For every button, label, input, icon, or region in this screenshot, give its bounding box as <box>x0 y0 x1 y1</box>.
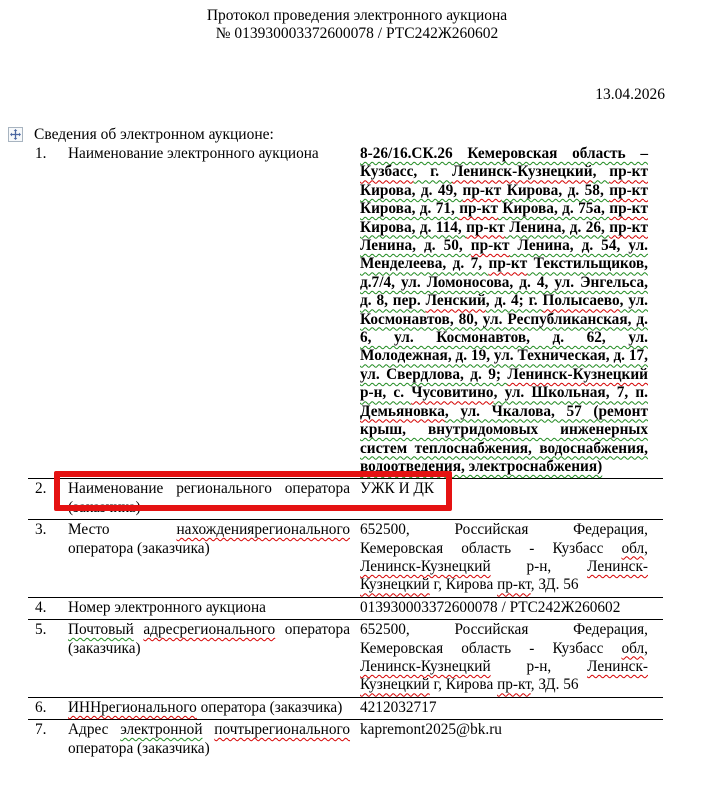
grammar-underlined-text: Ленина, д. 50, <box>360 237 471 255</box>
spell-underlined-text: пр-кт <box>466 218 505 236</box>
row-number: 5. <box>28 620 68 698</box>
text-segment: 652500, Российская Федерация, Кемеровская область - Кузбасс <box>360 621 648 657</box>
row-label <box>68 697 360 719</box>
text-segment: 4212032717 <box>360 698 437 716</box>
grammar-underlined-text: Кирова, д. 71, <box>360 200 460 218</box>
grammar-underlined-text: Кирова, д. 75а, <box>497 200 610 218</box>
text-segment: 013930003372600078 / РТС242Ж260602 <box>360 598 621 616</box>
grammar-underlined-text: Кирова, д. 58, <box>501 181 610 199</box>
spell-underlined-text: Ленинск-Кузнецкий <box>360 557 491 575</box>
spell-underlined-text: Полысаево <box>542 292 620 310</box>
text-segment: оператора (заказчика) <box>196 698 343 716</box>
spell-underlined-text: пр-кт <box>609 163 648 181</box>
table-row <box>28 144 663 479</box>
spell-underlined-text: пр-кт <box>488 255 528 273</box>
spell-underlined-text: пр-кт <box>497 576 531 594</box>
row-number: 3. <box>28 520 68 598</box>
text-segment: г, Кирова <box>429 576 498 594</box>
spell-underlined-text: пр-кт <box>497 676 531 694</box>
text-segment: Адрес <box>68 721 121 739</box>
row-label <box>68 720 360 760</box>
spell-underlined-text: пр-кт <box>459 200 498 218</box>
grammar-underlined-text: Кирова, д. 49, <box>360 181 463 199</box>
text-segment: 652500, Российская Федерация, Кемеровская область - Кузбасс <box>360 521 648 557</box>
grammar-underlined-text: , ул. Школьная, 7, п. <box>493 384 648 402</box>
spell-underlined-text: пр-кт <box>462 181 502 199</box>
table-row <box>28 479 663 520</box>
spell-underlined-text: пр-кт <box>470 237 510 255</box>
table-move-handle-icon[interactable] <box>8 127 23 142</box>
text-segment <box>203 721 215 738</box>
grammar-underlined-text: , ул. Космонавтов, 80, ул. Республиканская, д. 6, ул. Космонавтов, д. 62, ул. Молодежная, д. 19, ул. Техническая, д. 17, ул. Свердлова, д. 9; <box>360 292 648 383</box>
grammar-underlined-text: электронной <box>120 721 203 739</box>
text-segment: оператора (заказчика) <box>68 739 210 757</box>
spell-underlined-text: пр-кт <box>609 200 648 218</box>
spell-underlined-text: Ленинск-Кузнецкий <box>360 657 491 675</box>
spell-underlined-text: ИННрегионального <box>68 698 197 716</box>
grammar-underlined-text: Ленина, д. 54, ул. Менделеева, д. 7, <box>360 237 649 273</box>
row-value <box>360 520 663 598</box>
grammar-underlined-text: , ул. Чкалова, 57 (ремонт крыш, внутридомовых инженерных систем теплоснабжения, водоснабжения, водоотведения, электроснабжения) <box>360 402 648 475</box>
text-segment: kapremont2025@bk.ru <box>360 721 502 739</box>
row-value <box>360 697 663 719</box>
text-segment: р-н, <box>490 557 588 575</box>
spell-underlined-text: Чусовитино <box>411 384 494 402</box>
spell-underlined-text: Ленинск-Кузнецкий <box>451 163 593 181</box>
spell-underlined-text: пр-кт <box>609 218 648 236</box>
text-segment: оператора (заказчика) <box>68 539 210 557</box>
row-number: 4. <box>28 597 68 619</box>
table-row <box>28 697 663 719</box>
text-segment: , ЗД. 56 <box>530 576 579 594</box>
spell-underlined-text: Кузбасс <box>360 163 414 181</box>
text-segment: , <box>644 639 648 657</box>
spell-underlined-text: нахождениярегионального <box>176 521 350 539</box>
table-row <box>28 597 663 619</box>
text-segment: р-н, <box>490 657 588 675</box>
row-label <box>68 620 360 698</box>
spell-underlined-text: адресрегионального <box>143 621 276 639</box>
text-segment: УЖК И ДК <box>360 480 435 498</box>
row-number: 6. <box>28 697 68 719</box>
table-row <box>28 520 663 598</box>
text-segment: г, Кирова <box>429 676 498 694</box>
document-date: 13.04.2026 <box>595 86 665 103</box>
title-line-1: Протокол проведения электронного аукциона <box>206 7 508 24</box>
row-label <box>68 520 360 598</box>
text-segment: Наименование регионального оператора (заказчика) <box>68 480 350 516</box>
row-value <box>360 720 663 760</box>
row-value <box>360 597 663 619</box>
row-number: 7. <box>28 720 68 760</box>
spell-underlined-text: пр-кт <box>609 181 648 199</box>
text-segment: Наименование электронного аукциона <box>68 145 319 162</box>
spell-underlined-text: Ленинск-Кузнецкий <box>360 657 648 694</box>
text-segment: оператора (заказчика) <box>68 621 350 657</box>
spell-underlined-text: Ленинск-Кузнецкий <box>507 365 648 383</box>
text-segment: Место <box>68 521 177 539</box>
table-row <box>28 720 663 760</box>
spell-underlined-text: Ленский <box>425 292 486 310</box>
document-title <box>0 7 714 42</box>
grammar-underlined-text: , д. 4; г. <box>485 292 543 310</box>
auction-info-table-body <box>28 144 663 760</box>
grammar-underlined-text: Ленина, д. 26, <box>504 218 610 236</box>
text-segment: Номер электронного аукциона <box>68 598 266 616</box>
spell-underlined-text: почтырегионального <box>214 721 351 739</box>
grammar-underlined-text: 8-26/16.СК.26 Кемеровская область – <box>360 145 648 162</box>
grammar-underlined-text: Кирова, д. 114, <box>360 218 467 236</box>
table-row <box>28 620 663 698</box>
grammar-underlined-text: Почтовый <box>68 621 134 639</box>
title-line-2: № 013930003372600078 / РТС242Ж260602 <box>215 24 499 42</box>
grammar-underlined-text: , <box>592 163 610 181</box>
row-value <box>360 620 663 698</box>
section-header <box>0 126 714 143</box>
row-number: 2. <box>28 479 68 520</box>
text-segment: , <box>644 539 648 557</box>
section-heading: Сведения об электронном аукционе: <box>34 126 274 143</box>
document-page <box>0 7 714 799</box>
row-number: 1. <box>35 145 47 162</box>
grammar-underlined-text: , г. <box>413 163 452 181</box>
row-label <box>68 597 360 619</box>
row-label <box>68 144 360 479</box>
row-value <box>360 479 663 520</box>
row-value <box>360 144 663 479</box>
grammar-underlined-text: р-н, с. <box>360 384 412 402</box>
text-segment <box>134 621 144 638</box>
text-segment: , ЗД. 56 <box>530 676 579 694</box>
spell-underlined-text: обл <box>621 539 645 557</box>
auction-info-table <box>28 144 663 760</box>
spell-underlined-text: Демьяновка <box>360 402 445 420</box>
spell-underlined-text: Ленинск-Кузнецкий <box>360 557 648 594</box>
spell-underlined-text: обл <box>621 639 645 657</box>
row-label <box>68 479 360 520</box>
grammar-underlined-text: Текстильщиков, д.7/4, ул. Ломоносова, д. 4, ул. Энгельса, д. 8, пер. <box>360 255 648 310</box>
